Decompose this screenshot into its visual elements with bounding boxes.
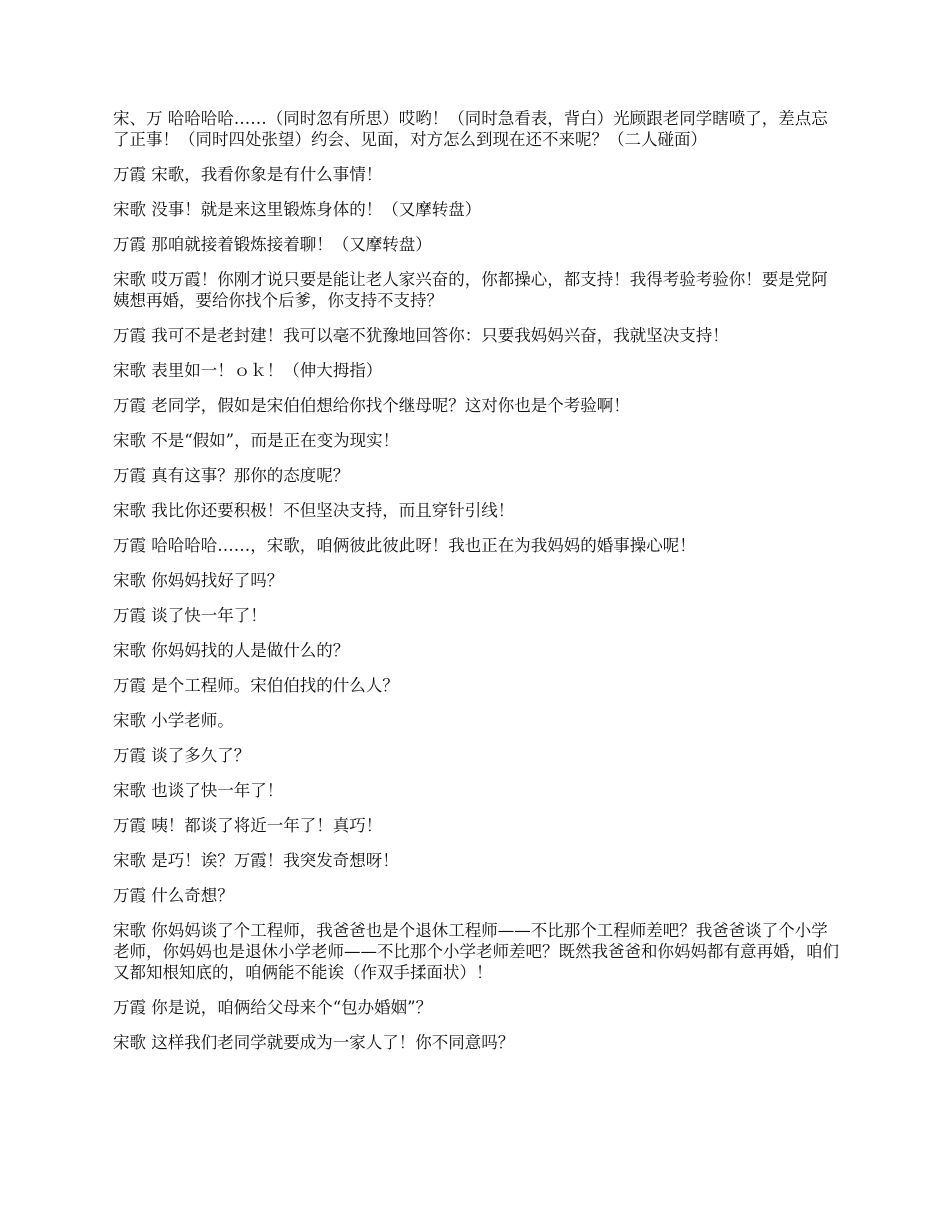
dialogue-paragraph: 万霞 你是说，咱俩给父母来个“包办婚姻”？ <box>113 998 433 1017</box>
script-page <box>113 108 843 1067</box>
dialogue-paragraph: 宋、万 哈哈哈哈……（同时忽有所思）哎哟！（同时急看表，背白）光顾跟老同学瞎喷了，差点忘了正事！（同时四处张望）约会、见面，对方怎么到现在还不来呢？（二人碰面） <box>113 109 828 149</box>
dialogue-paragraph: 万霞 那咱就接着锻炼接着聊！（又摩转盘） <box>113 235 432 254</box>
dialogue-paragraph: 宋歌 你妈妈找的人是做什么的？ <box>113 641 350 660</box>
dialogue-paragraph: 万霞 咦！都谈了将近一年了！真巧！ <box>113 816 383 835</box>
dialogue-paragraph: 万霞 老同学，假如是宋伯伯想给你找个继母呢？这对你也是个考验啊！ <box>113 396 630 415</box>
dialogue-paragraph: 万霞 我可不是老封建！我可以毫不犹豫地回答你：只要我妈妈兴奋，我就坚决支持！ <box>113 326 729 345</box>
dialogue-paragraph: 宋歌 小学老师。 <box>113 711 234 730</box>
dialogue-paragraph: 万霞 真有这事？那你的态度呢？ <box>113 466 350 485</box>
dialogue-paragraph: 万霞 谈了快一年了！ <box>113 606 267 625</box>
dialogue-paragraph: 宋歌 表里如一！ｏｋ！（伸大拇指） <box>113 361 383 380</box>
dialogue-paragraph: 万霞 是个工程师。宋伯伯找的什么人？ <box>113 676 399 695</box>
dialogue-paragraph: 宋歌 没事！就是来这里锻炼身体的！（又摩转盘） <box>113 200 482 219</box>
dialogue-paragraph: 万霞 宋歌，我看你象是有什么事情！ <box>113 165 383 184</box>
dialogue-paragraph: 宋歌 你妈妈谈了个工程师，我爸爸也是个退休工程师——不比那个工程师差吧？我爸爸谈了个小学老师，你妈妈也是退休小学老师——不比那个小学老师差吧？既然我爸爸和你妈妈都有意再婚，咱们又都知根知底的，咱俩能不能诶（作双手揉面状）！ <box>113 921 839 982</box>
dialogue-paragraph: 宋歌 哎万霞！你刚才说只要是能让老人家兴奋的，你都操心，都支持！我得考验考验你！要是党阿姨想再婚，要给你找个后爹，你支持不支持？ <box>113 270 828 310</box>
dialogue-paragraph: 宋歌 是巧！诶？万霞！我突发奇想呀！ <box>113 851 399 870</box>
dialogue-paragraph: 宋歌 不是“假如”，而是正在变为现实！ <box>113 431 400 450</box>
dialogue-paragraph: 宋歌 这样我们老同学就要成为一家人了！你不同意吗？ <box>113 1033 515 1052</box>
dialogue-paragraph: 万霞 什么奇想？ <box>113 886 234 905</box>
dialogue-paragraph: 万霞 谈了多久了？ <box>113 746 251 765</box>
dialogue-paragraph: 万霞 哈哈哈哈……，宋歌，咱俩彼此彼此呀！我也正在为我妈妈的婚事操心呢！ <box>113 536 696 555</box>
dialogue-paragraph: 宋歌 我比你还要积极！不但坚决支持，而且穿针引线！ <box>113 501 515 520</box>
dialogue-paragraph: 宋歌 你妈妈找好了吗？ <box>113 571 284 590</box>
dialogue-paragraph: 宋歌 也谈了快一年了！ <box>113 781 284 800</box>
